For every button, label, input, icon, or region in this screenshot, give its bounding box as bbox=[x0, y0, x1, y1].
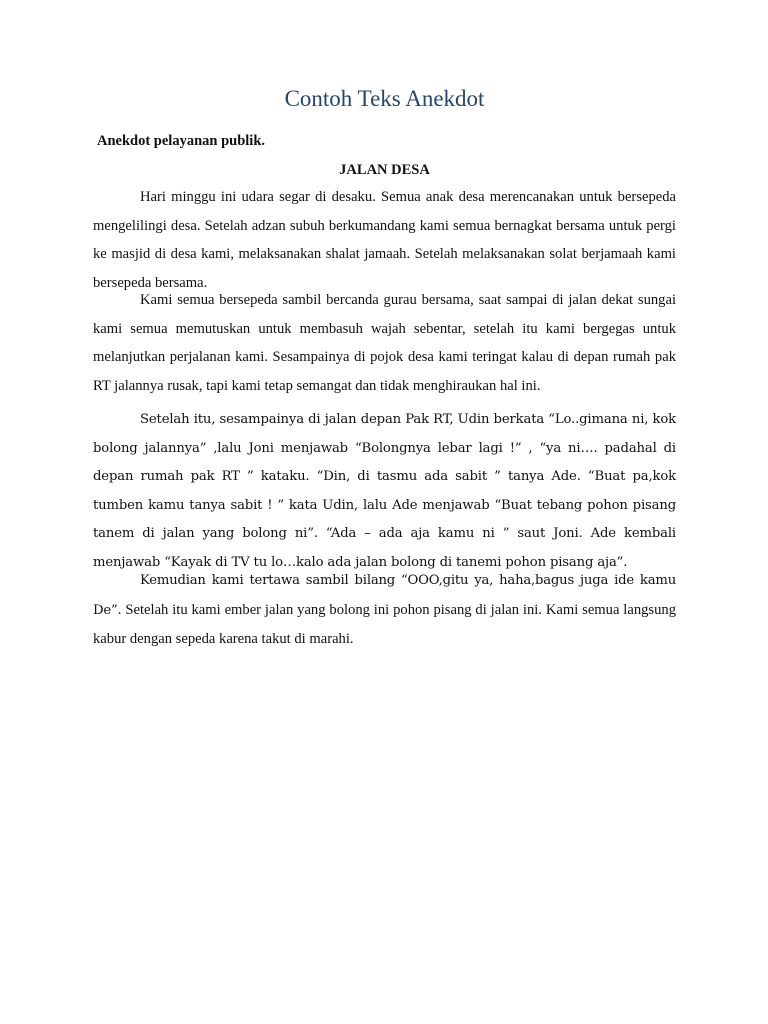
paragraph-4-lead: Kemudian kami tertawa sambil bilang “OOO,gitu ya, haha,bagus juga ide kamu De”. bbox=[93, 573, 676, 618]
paragraph-1: Hari minggu ini udara segar di desaku. Semua anak desa merencanakan untuk bersepeda mengelilingi desa. Setelah adzan subuh berkumandang kami semua bernagkat bersama untuk pergi ke masjid di desa kami, melaksanakan shalat jamaah. Setelah melaksanakan solat berjamaah kami bersepeda bersama. bbox=[93, 189, 676, 291]
document-subtitle: Anekdot pelayanan publik. bbox=[97, 133, 266, 149]
paragraph-3: Setelah itu, sesampainya di jalan depan Pak RT, Udin berkata “Lo..gimana ni, kok bolong jalannya” ,lalu Joni menjawab “Bolongnya lebar lagi !” , “ya ni…. padahal di depan rumah pak RT ” kataku. “Din, di tasmu ada sabit ” tanya Ade. “Buat pa,kok tumben kamu tanya sabit ! ” kata Udin, lalu Ade menjawab “Buat tebang pohon pisang tanem di jalan yang bolong ni”. “Ada – ada aja kamu ni ” saut Joni. Ade kembali menjawab “Kayak di TV tu lo…kalo ada jalan bolong di tanemi pohon pisang aja”. bbox=[93, 412, 676, 570]
story-title: JALAN DESA bbox=[339, 162, 430, 178]
document-title: Contoh Teks Anekdot bbox=[284, 86, 485, 111]
paragraph-2: Kami semua bersepeda sambil bercanda gurau bersama, saat sampai di jalan dekat sungai kami semua memutuskan untuk membasuh wajah sebentar, setelah itu kami bergegas untuk melanjutkan perjalanan kami. Sesampainya di pojok desa kami teringat kalau di depan rumah pak RT jalannya rusak, tapi kami tetap semangat dan tidak menghiraukan hal ini. bbox=[93, 292, 676, 394]
paragraph-4 bbox=[93, 566, 676, 654]
paragraph-4-rest: Setelah itu kami ember jalan yang bolong ini pohon pisang di jalan ini. Kami semua langsung kabur dengan sepeda karena takut di marahi. bbox=[93, 601, 676, 647]
